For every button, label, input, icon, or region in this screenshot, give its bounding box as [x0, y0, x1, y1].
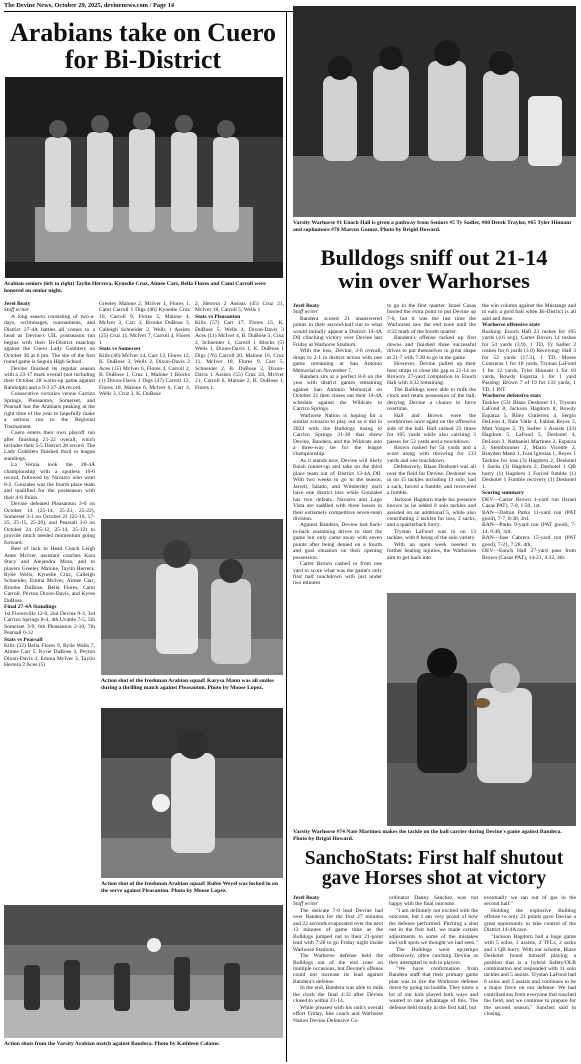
paragraph: Defensively, Blaze Deshotel was all over the field for Devine. Deshotel was in on 15 tackles including 11 solo, had a sack, forced a fumble, and recovered a fumble. — [387, 464, 476, 497]
varsity-arabian-caption: Action shots from the Varsity Arabian match against Bandera. Photo by Kathleen Calame. — [4, 1041, 220, 1047]
warhorse-tackle-caption: Varsity Warhorse #74 Nate Martinez makes the tackle on the ball carrier during Devine's game against Bandera. Photo by Brigid Howard. — [293, 829, 562, 842]
paragraph: The Bulldogs were able to milk the clock and retain possession of the ball, denying Devine a chance to force overtime. — [387, 386, 476, 413]
paragraph: 1st Floresville 12-0, 2nd Devine 9-3, 3rd Carrizo Springs 8-4, 4th Uvalde 7-5, 5th Somerset 3-9, 6th Pleasanton 2-10, 7th Pearsall 0-12 — [4, 610, 95, 637]
paragraph: Devine defeated Pleasanton 3-0 on October 14 (25-14, 25-23, 25-22), Somerset 3-1 on October 21 (25-16, 17-25, 25-15, 25-20), and Pearsall 3-0 on October 24 (25-12, 25-14, 25-12) to provide much needed momentum going forward. — [4, 501, 95, 546]
paragraph: the win column against the Mustangs and to earn a gold ball when Bi-District is all said and done. — [482, 303, 576, 322]
paragraph: DEV—Carter Brown 1-yard run (Israel Casas PAT), 7-0, 1:50, 1st. — [482, 496, 576, 510]
subhead: Warhorse offensive stats — [482, 322, 540, 329]
paragraph: BAN—Dalton Parks 11-yard run (PAT good), 7-7, 8:38, 3rd. — [482, 509, 576, 522]
subhead: Scoring summary — [482, 490, 525, 497]
arabians-column-3 — [195, 301, 284, 516]
paragraph: Bandera's offense racked up first downs and finished three successful drives to put themselves in great shape at 21-7 with 7:28 to go in the game. — [387, 335, 476, 361]
headline-line-1: Arabians take on Cuero — [9, 18, 277, 47]
headline-line-1: Bulldogs sniff out 21-14 — [320, 245, 548, 270]
paragraph: Devine finished its regular season with a 23-17 mark overall (not including their October 28 warm-up game against Randolph) and a 9-3 27-4A record. — [4, 365, 95, 391]
sanchostats-headline — [289, 849, 579, 889]
paragraph: ordinator Danny Sanchez was not happy with the final outcome. — [389, 895, 478, 908]
karysa-mann-caption: Action shot of the freshman Arabian squad! Karysa Mann was all smiles during a thrilling match against Pleasanton. Photo by Moose Lopez. — [101, 678, 274, 691]
paragraph: Jackson Hagdorn made his presence known as he added 8 solo tackles and assisted on an additional 5, while also contributing 2 tackles for loss, 2 sacks, and a quarterback hurry. — [387, 496, 476, 529]
bulldogs-column-c — [482, 303, 576, 590]
sancho-column-f — [484, 895, 576, 1059]
paragraph: DEV—Enoch Hall 27-yard pass from Brown (Casas PAT), 14-21, 4:32, 4th. — [482, 548, 576, 561]
paragraph: Holding the explosive Bulldog offense to only 21 points gave Devine a great opportunity to take control of the District 14-4A race. — [484, 907, 576, 934]
byline-role: Staff writer — [4, 307, 30, 314]
subhead: Warhorse defensive stats — [482, 393, 541, 400]
senior-night-photo — [5, 77, 283, 278]
paragraph: Best of luck to Head Coach Leigh Anne McIver, assistant coaches Kara Stacy and Alejandra Mora, and to players Greeley Malone, Taylin Herrera, Rylie Wells, Kynedie Cruz, Calleigh Schneider, Emma McIver, Aimee Carr, Brooke DuBose, Bella Flores, Cami Carroll, Peyton Dixon-Davis, and Kyree DuBose. — [4, 546, 95, 604]
paragraph: Greeley Malone 2, McIver 1, Flores 1, Cami Carroll 1 Digs (46) Kynedie Cruz 16, Carroll 9, Flores 5, Malone 4, McIver 3, Carr 3, Brooke DuBose 3, Calleigh Schneider 2, Wells 1 Assists (25) Cruz 11, McIver 7, Carroll 4, Flores 1 — [99, 301, 190, 346]
warhorse-tackle-photo — [387, 593, 576, 826]
paragraph: Hall and Brown were the workhorses once again on the offensive side of the ball. Hall rushed 23 times for 105 yards while also catching 3 passes for 52 yards and a touchdown. — [387, 412, 476, 445]
headline-line-1: SanchoStats: First half shutout — [304, 848, 564, 869]
page-header: The Devine News, October 29, 2025, devinenews.com / Page 14 — [4, 1, 574, 12]
paragraph: Against Bandera, Devine had back-to-back sustaining drives to start the game but only came away with seven points after being denied on a fourth and goal situation on their opening possession. — [293, 522, 382, 561]
paragraph: Warhorse Nation is hoping for a similar scenario to play out as it did in 2024 with the Bulldogs losing to Carrizo Springs 31-30 that threw Devine, Bandera, and the Wildcats into a three-way tie for the league championship. — [293, 412, 382, 458]
subhead: Stats vs Pleasanton — [195, 313, 241, 320]
paragraph: Trystan LaFond was in on 13 tackles, with 8 being of the solo variety. — [387, 528, 476, 542]
byline: Jerel Beaty — [293, 303, 320, 309]
warhorse-top-photo — [293, 6, 576, 217]
karysa-mann-photo — [101, 519, 283, 675]
paragraph: A long season consisting of two-a-days, scrimmages, tournaments, and District 27-4A battles all comes to a head as Devine's UIL postseason run begins with their Bi-District matchup against the Cuero Lady Gobblers on October 30 at 6 pm. The site of the first round game is Seguin High School. — [4, 313, 95, 366]
headline-line-2: gave Horses shot at victory — [321, 867, 547, 889]
paragraph: La Vernia took the 28-4A championship with a spotless 10-0 record, followed by Navarro who went 8-2. Gonzales was the fourth place team and qualified for the postseason with their 4-6 finish. — [4, 462, 95, 501]
paragraph: As it stands now, Devine will likely finish runner-up and take on the third place team out of District 13-4A DII. With two weeks to go in the season, Jarrell, Salado, and Wimberley each have one district loss while Gonzales has two defeats. Navarro and Lago Vista are saddled with three losses in their extremely competitive seven-team division. — [293, 457, 382, 522]
warhorse-top-caption: Varsity Warhorse #1 Enoch Hall is given a pathway from Seniors #5 Ty Sadler, #60 Derek Traylor, #65 Tyler Hinnant and sophomore #70 Marcus Gomez. Photo by Brigid Howard. — [293, 220, 572, 233]
paragraph: Carter Brown cashed in from one yard to score what was the game's only first half touchdown with just under two minutes — [293, 561, 382, 587]
paragraph: 2, Herrera 2 Assists (45) Cruz 21, McIver 18, Carroll 5, Wells 1 — [195, 301, 284, 314]
sancho-column-e — [389, 895, 478, 1059]
paragraph: to go in the first quarter. Israel Casas booted the extra point to put Devine up 7-0, but it was the last time the Warhorses saw the end zone until the 4:32 mark of the fourth quarter. — [387, 303, 476, 335]
arabians-column-2 — [99, 301, 190, 516]
bulldogs-headline-block — [291, 247, 577, 293]
paragraph: The Bulldogs went up-tempo offensively, often catching Devine as they attempted to sub in players. — [389, 946, 478, 966]
paragraph: BAN—Jase Cabrera 15-yard run (PAT good), 7-21, 7:28, 4th. — [482, 535, 576, 548]
subhead: Final 27-4A Standings — [4, 604, 57, 611]
paragraph: Cuero enters their own playoff run after finishing 21-22 overall, which includes their 5-5 District 28 record. The Lady Gobblers finished third in league standings. — [4, 430, 95, 462]
paragraph: eventually we ran out of gas in the second half." — [484, 895, 576, 908]
bulldogs-column-a — [293, 303, 382, 759]
byline-role: Staff writer — [293, 901, 319, 908]
paragraph: Brown rushed for 54 yards and a score along with throwing for 133 yards and one touchdown. — [387, 444, 476, 464]
paragraph: In the end, Bandera was able to milk the clock the final 4:32 after Devine closed to within 21-14. — [293, 985, 383, 1005]
paragraph: The Warhorse defense held the Bulldogs out of the end zone on multiple occasions, but Devine's offense could not increase its lead against Bandera's defense. — [293, 953, 383, 985]
paragraph: "Jackson Hagdorn had a huge game with 5 solos, 3 assists, 2 TFLs, 2 sacks and 1 QB hurry. With our scheme, Blaze Deshotel found himself playing a position that is a hybrid Safety/OLB combination and responded with 11 solo tackles and 5 assists. Trystan LaFond had 8 solos and 5 assists and continues to be a major force on our defense. We had contributions from everyone that touched the field, and we continue to prepare for the second season," Sanchez said in closing. — [484, 933, 576, 1018]
paragraph: While pleased with his unit's overall effort Friday, line coach and Warhorse Nation Devine Defensive Co- — [293, 1004, 383, 1024]
paragraph: Kills (32) Bella Flores 9, Rylie Wells 7, Aimee Carr 5, Kyrie DuBose 3, Peyton Dixon-Davis 3, Emma McIver 3, Taylin Herrera 2 Aces (5) — [4, 643, 95, 669]
paragraph: Bandera scored 21 unanswered points in their second-half run to what would initially appear a District 14-4A DII clinching victory over Devine last Friday at Warhorse Stadium. — [293, 315, 382, 348]
rubie-weyel-photo — [101, 708, 283, 878]
bulldogs-column-b — [387, 303, 476, 590]
byline: Jerel Beaty — [293, 895, 320, 901]
varsity-arabian-photo — [4, 905, 283, 1038]
paragraph: Consecutive victories versus Carrizo Springs, Pleasanton, Somerset, and Pearsall has the Arabians peaking at the right time of the year to hopefully make a serious run to the Regional Tournament. — [4, 391, 95, 430]
arabians-headline — [4, 20, 282, 73]
subhead: Stats vs Pearsall — [4, 636, 43, 643]
paragraph: However, Devine pulled up their boot straps to close the gap to 21-14 on Brown's 27-yard completion to Enoch Hall with 4:32 remaining. — [387, 361, 476, 387]
headline-line-2: for Bi-District — [64, 44, 222, 74]
paragraph: Kills (46) McIver 14, Carr 13, Flores 12, K. DuBose 3, Wells 2, Dixon-Davis 2 Aces (15) McIver 6, Flores 4, Carroll 2, B. DuBose 1, Cruz 1, Malone 1 Blocks (1) Dixon-Davis 1 Digs (47) Carroll 12, Flores 10, Malone 6, McIver 6, Carr 3, Wells 3, Cruz 3, K. DuBose — [99, 352, 190, 398]
paragraph: "We have confirmation from Bandera staff that their primary game plan was to tire the Warhorse defense down by going no huddle. They knew a lot of our kids played both ways and wanted to take advantage of this. The defense held sturdy in the first half, but — [389, 965, 478, 1011]
paragraph: With an open week needed to further healing injuries, the Warhorses aim to get back into — [387, 541, 476, 561]
paragraph: "I am definitely not excited with the outcome, but I am very proud of how the defense performed. Pitching a shut out in the first half, we made certain adjustments to some of the mistakes and soft spots we thought we had seen." — [389, 907, 478, 947]
column-divider — [286, 12, 287, 1062]
paragraph: With the loss, Devine, 3-6 overall, drops to 2-1 in district action with one game remaining at San Antonio Memorial on November 7. — [293, 348, 382, 374]
byline: Jerel Beaty — [4, 301, 31, 307]
paragraph: Kills (57) Carr 17, Flores 15, K. DuBose 5, Wells 4, Dixon-Davis 3 Aces (11) McIver 4, B. DuBose 3, Cruz 2, Schneider 1, Carroll 1 Blocks (5) Wells 1, Dixon-Davis 1, K. DuBose 1 Digs (76) Carroll 20, Malone 16, Cruz 11, McIver 10, Flores 9, Carr 5, Schneider 2, B. DuBose 2, Dixon-Davis 1 Assists (55) Cruz 24, McIver 21, Carroll 6, Malone 2, B. DuBose 1, Flores 1. — [195, 320, 284, 391]
headline-line-2: win over Warhorses — [338, 267, 530, 293]
paragraph: The delicate 7-0 lead Devine had over Bandera for the first 27 minutes and 22 seconds evaporated over the next 13 minutes of game time as the Bulldogs jumped out to their 21-point lead with 7:28 to go Friday night inside Warhorse Stadium. — [293, 907, 383, 953]
paragraph: Tackles (53) Blaze Deshotel 11, Trystan LaFond 8, Jackson Hagdorn 8, Rowdy Esparza 5, Riley Gutierrez 4, Sergio DeLeon 4, Nate Valle 4, Fabian Reyes 3, Matt Vargas 2, Ty Sadler 1 Assists (33) Hagdorn 5, LaFond 5, Deshotel 4, DeLeon 3, Nathaniel Martinez 2, Esparza 2, Steinbrunner 2, Mario Vicente 2, Brayden Mann 1, Ivan Iglesias 1, Reyes 1 Tackles for loss (3) Hagdorn 2, Deshotel 1 Sacks (3) Hagdorn 2, Deshotel 1 QB hurry (1) Hagdorn 1 Forced fumble (1) Deshotel 1 Fumble recovery (1) Deshotel 1. — [482, 399, 576, 490]
subhead: Stats vs Somerset — [99, 346, 141, 353]
paragraph: Rushing: Enoch Hall 23 rushes for 105 yards (4.6 avg), Carter Brown 14 rushes for 54 yards (3.9), 1 TD, Ty Sadler 2 rushes for 6 yards (3.0) Receiving: Hall 3 for 52 yards (17.3), 1 TD, Moses Contreras 1 for 18 yards, Trystan LaFond 1 for 12 yards, Tyler Hinnant 1 for 10 yards, Rowdy Esparza 1 for 1 yard Passing: Brown 7 of 19 for 133 yards, 1 TD, 1 INT — [482, 328, 576, 393]
rubie-weyel-caption: Action shot of the freshman Arabian squad! Rubie Weyel was locked in on the serve against Pleasanton. Photo by Moose Lopez. — [101, 881, 278, 894]
paragraph: BAN—Parks 9-yard run (PAT good), 7-14, 0:46, 3rd. — [482, 522, 576, 535]
senior-night-caption: Arabian seniors (left to right) Taylin Herrera, Kynedie Cruz, Aimee Carr, Bella Flores and Cami Carroll were honored on senior night. — [4, 281, 266, 294]
paragraph: Bandera sits at a perfect 8-0 on the year with district games remaining against San Antonio Memorial on October 31 then closes out their 14-4A schedule against the Wildcats in Carrizo Springs. — [293, 373, 382, 413]
byline-role: Staff writer — [293, 309, 319, 316]
sancho-column-d — [293, 895, 383, 1059]
